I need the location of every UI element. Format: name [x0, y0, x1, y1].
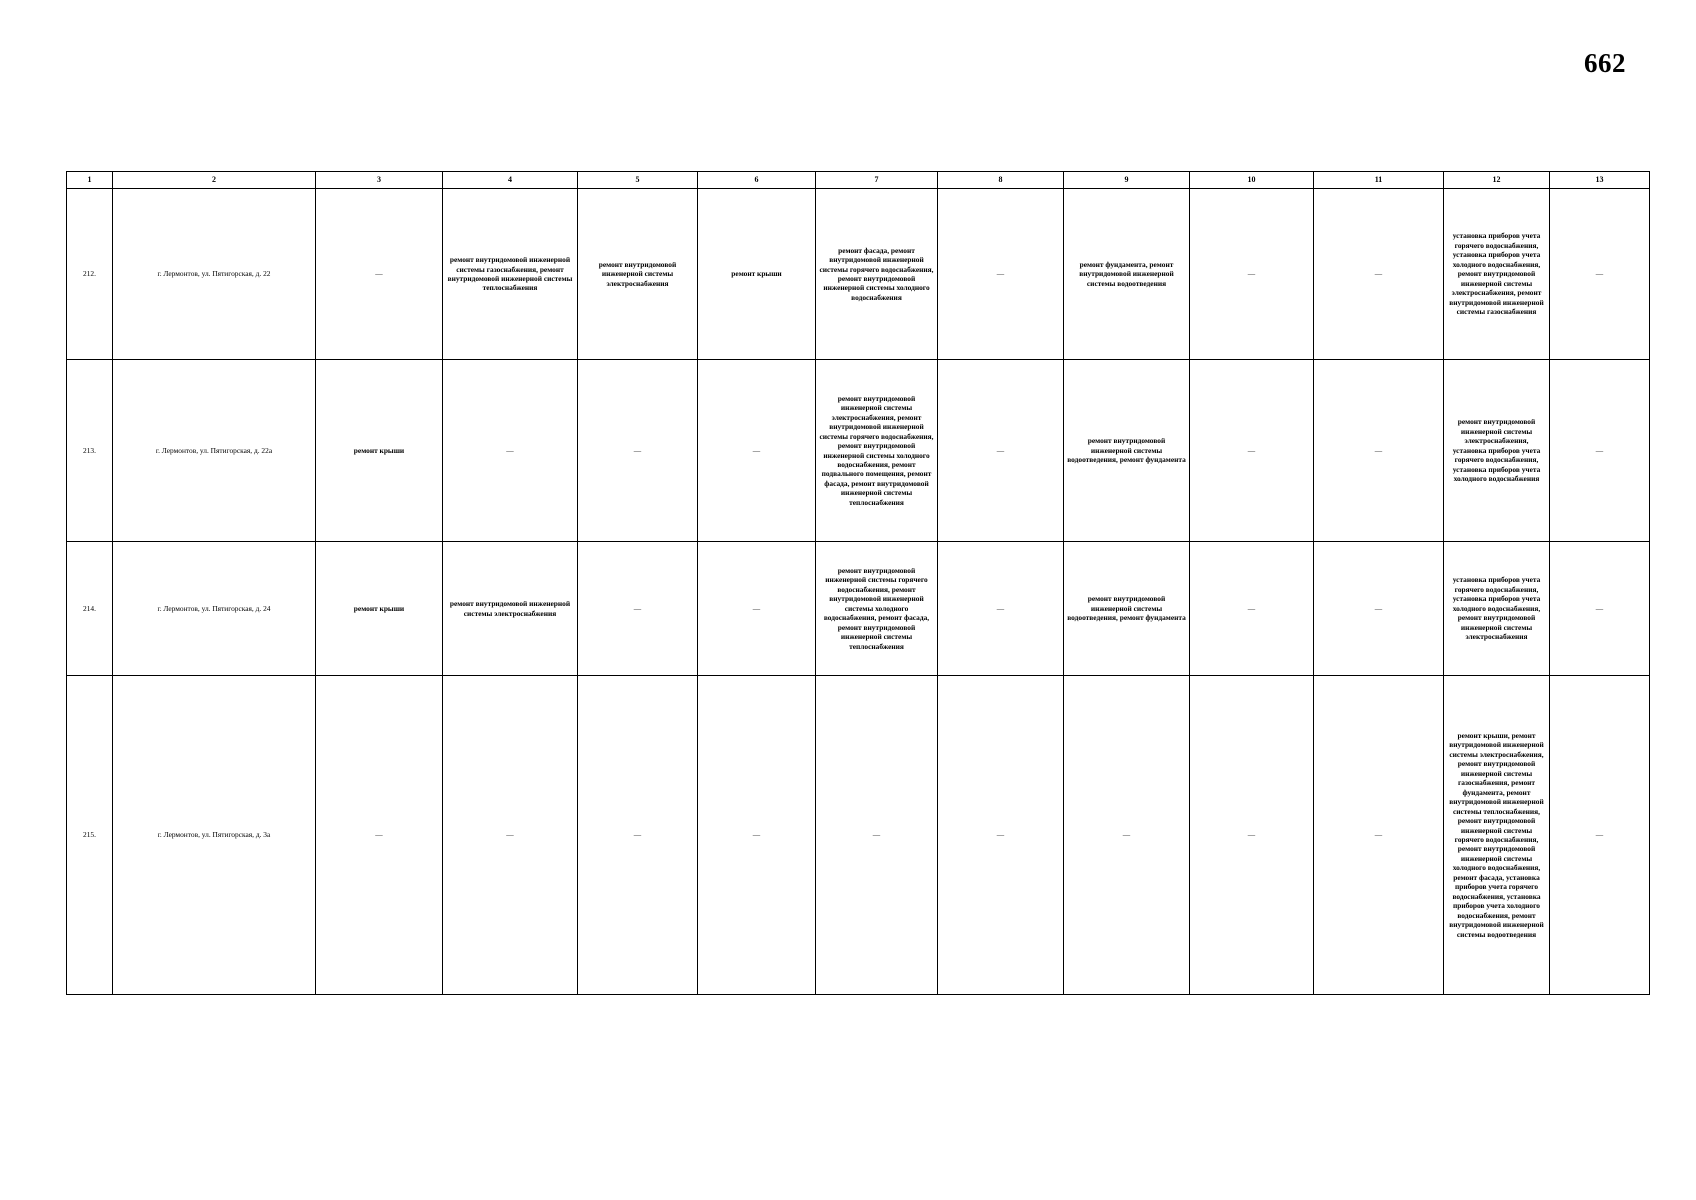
column-header: 13 [1550, 172, 1650, 189]
cell-col12: установка приборов учета горячего водоснабжения, установка приборов учета холодного водоснабжения, ремонт внутридомовой инженерной системы электроснабжения, ремонт внутридомовой инженерной системы газоснабжения [1444, 189, 1550, 360]
cell-col10: — [1190, 542, 1314, 676]
cell-col7: — [816, 676, 938, 995]
cell-col12: ремонт внутридомовой инженерной системы электроснабжения, установка приборов учета горячего водоснабжения, установка приборов учета холодного водоснабжения [1444, 360, 1550, 542]
cell-col8: — [938, 189, 1064, 360]
cell-col5: — [578, 360, 698, 542]
capital-repair-table [66, 171, 1650, 995]
cell-col3: ремонт крыши [316, 542, 443, 676]
row-number: 212. [67, 189, 113, 360]
cell-col9: ремонт внутридомовой инженерной системы водоотведения, ремонт фундамента [1064, 360, 1190, 542]
column-header: 12 [1444, 172, 1550, 189]
table-row [67, 542, 1650, 676]
cell-col4: ремонт внутридомовой инженерной системы электроснабжения [443, 542, 578, 676]
cell-col9: — [1064, 676, 1190, 995]
cell-col8: — [938, 542, 1064, 676]
cell-col9: ремонт фундамента, ремонт внутридомовой инженерной системы водоотведения [1064, 189, 1190, 360]
cell-col5: — [578, 676, 698, 995]
cell-col13: — [1550, 189, 1650, 360]
page-number: 662 [1584, 48, 1626, 78]
column-header: 11 [1314, 172, 1444, 189]
cell-col6: ремонт крыши [698, 189, 816, 360]
cell-col3: ремонт крыши [316, 360, 443, 542]
cell-col7: ремонт внутридомовой инженерной системы горячего водоснабжения, ремонт внутридомовой инженерной системы холодного водоснабжения, ремонт фасада, ремонт внутридомовой инженерной системы теплоснабжения [816, 542, 938, 676]
cell-col13: — [1550, 542, 1650, 676]
cell-col10: — [1190, 676, 1314, 995]
cell-col12: установка приборов учета горячего водоснабжения, установка приборов учета холодного водоснабжения, ремонт внутридомовой инженерной системы электроснабжения [1444, 542, 1550, 676]
cell-col12: ремонт крыши, ремонт внутридомовой инженерной системы электроснабжения, ремонт внутридомовой инженерной системы газоснабжения, ремонт фундамента, ремонт внутридомовой инженерной системы теплоснабжения, ремонт внутридомовой инженерной системы горячего водоснабжения, ремонт внутридомовой инженерной системы холодного водоснабжения, ремонт фасада, установка приборов учета горячего водоснабжения, установка приборов учета холодного водоснабжения, ремонт внутридомовой инженерной системы водоотведения [1444, 676, 1550, 995]
cell-col4: — [443, 676, 578, 995]
row-address: г. Лермонтов, ул. Пятигорская, д. 24 [113, 542, 316, 676]
cell-col13: — [1550, 676, 1650, 995]
cell-col4: — [443, 360, 578, 542]
column-header: 6 [698, 172, 816, 189]
cell-col10: — [1190, 360, 1314, 542]
cell-col6: — [698, 542, 816, 676]
table-row [67, 676, 1650, 995]
column-header: 10 [1190, 172, 1314, 189]
cell-col9: ремонт внутридомовой инженерной системы водоотведения, ремонт фундамента [1064, 542, 1190, 676]
column-header: 1 [67, 172, 113, 189]
cell-col11: — [1314, 542, 1444, 676]
header-row [67, 172, 1650, 189]
cell-col4: ремонт внутридомовой инженерной системы газоснабжения, ремонт внутридомовой инженерной системы теплоснабжения [443, 189, 578, 360]
row-number: 215. [67, 676, 113, 995]
cell-col6: — [698, 360, 816, 542]
cell-col3: — [316, 676, 443, 995]
row-address: г. Лермонтов, ул. Пятигорская, д. 3а [113, 676, 316, 995]
column-header: 3 [316, 172, 443, 189]
cell-col3: — [316, 189, 443, 360]
column-header: 9 [1064, 172, 1190, 189]
cell-col7: ремонт внутридомовой инженерной системы электроснабжения, ремонт внутридомовой инженерной системы горячего водоснабжения, ремонт внутридомовой инженерной системы холодного водоснабжения, ремонт подвального помещения, ремонт фасада, ремонт внутридомовой инженерной системы теплоснабжения [816, 360, 938, 542]
table-row [67, 360, 1650, 542]
column-header: 7 [816, 172, 938, 189]
cell-col11: — [1314, 676, 1444, 995]
cell-col6: — [698, 676, 816, 995]
cell-col8: — [938, 676, 1064, 995]
cell-col8: — [938, 360, 1064, 542]
row-address: г. Лермонтов, ул. Пятигорская, д. 22 [113, 189, 316, 360]
cell-col7: ремонт фасада, ремонт внутридомовой инженерной системы горячего водоснабжения, ремонт внутридомовой инженерной системы холодного водоснабжения [816, 189, 938, 360]
row-number: 213. [67, 360, 113, 542]
column-header: 8 [938, 172, 1064, 189]
cell-col11: — [1314, 189, 1444, 360]
column-header: 5 [578, 172, 698, 189]
column-header: 2 [113, 172, 316, 189]
cell-col13: — [1550, 360, 1650, 542]
cell-col5: ремонт внутридомовой инженерной системы электроснабжения [578, 189, 698, 360]
row-number: 214. [67, 542, 113, 676]
table-row [67, 189, 1650, 360]
cell-col11: — [1314, 360, 1444, 542]
cell-col5: — [578, 542, 698, 676]
column-header: 4 [443, 172, 578, 189]
cell-col10: — [1190, 189, 1314, 360]
row-address: г. Лермонтов, ул. Пятигорская, д. 22а [113, 360, 316, 542]
